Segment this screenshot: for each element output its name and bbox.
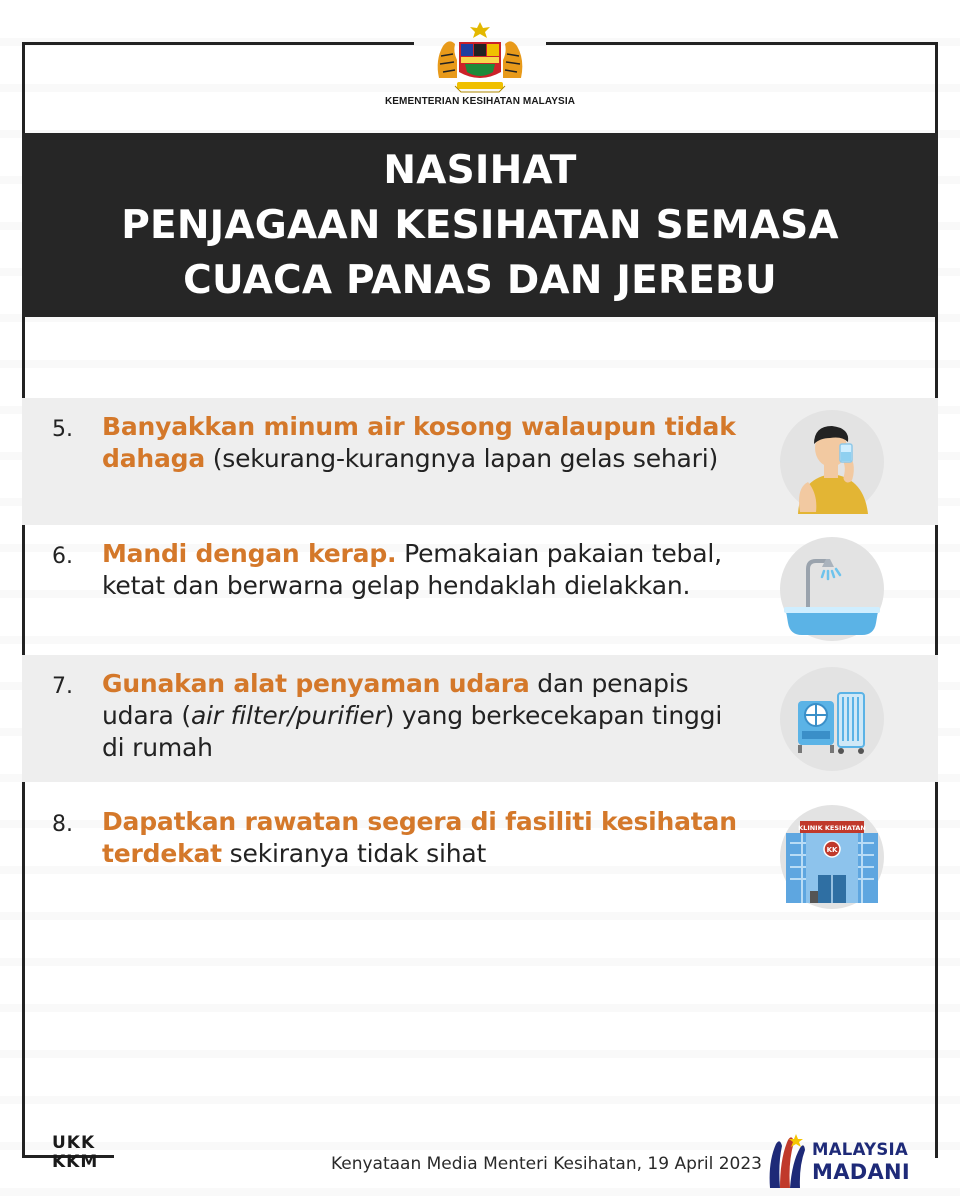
tip-text — [102, 538, 747, 602]
frame-top-left — [22, 42, 414, 45]
tip-text — [102, 668, 747, 764]
title-line-2: PENJAGAAN KESIHATAN SEMASA — [121, 202, 839, 248]
ministry-name: KEMENTERIAN KESIHATAN MALAYSIA — [384, 96, 576, 107]
drinking-water-icon — [778, 408, 886, 516]
coat-of-arms-logo — [425, 20, 535, 96]
brand-line-1: MALAYSIA — [812, 1140, 909, 1159]
tip-body-part-1: dan penapis udara ( — [102, 669, 689, 730]
tip-body: sekiranya tidak sihat — [221, 839, 487, 868]
tip-highlight: Dapatkan rawatan segera di fasiliti kesihatan terdekat — [102, 807, 737, 868]
tip-highlight: Mandi dengan kerap. — [102, 539, 397, 568]
title-banner — [22, 133, 938, 317]
tip-body-part-2: ) yang berkecekapan tinggi di rumah — [102, 701, 723, 762]
tip-number: 8. — [52, 812, 73, 837]
tip-body: (sekurang-kurangnya lapan gelas sehari) — [205, 444, 719, 473]
tip-item-8 — [22, 793, 938, 920]
logo-line-1: UKK — [52, 1133, 96, 1153]
tip-item-6 — [22, 525, 938, 652]
tip-text — [102, 411, 747, 475]
press-statement-source: Kenyataan Media Menteri Kesihatan, 19 April 2023 — [330, 1154, 762, 1174]
malaysia-madani-emblem — [766, 1132, 808, 1190]
frame-top-right — [546, 42, 938, 45]
title-line-1: NASIHAT — [383, 147, 577, 193]
brand-line-2: MADANI — [812, 1160, 911, 1184]
tip-number: 5. — [52, 417, 73, 442]
air-purifier-icon — [778, 665, 886, 773]
tip-number: 7. — [52, 674, 73, 699]
tip-highlight: Gunakan alat penyaman udara — [102, 669, 530, 698]
tip-number: 6. — [52, 544, 73, 569]
title-line-3: CUACA PANAS DAN JEREBU — [183, 257, 777, 303]
tip-body-italic: air filter/purifier — [190, 701, 385, 730]
tip-item-7 — [22, 655, 938, 782]
logo-line-2: KKM — [52, 1152, 99, 1172]
shower-icon — [778, 535, 886, 643]
tip-text — [102, 806, 747, 870]
clinic-sign: KLINIK KESIHATAN — [798, 824, 866, 832]
tip-item-5 — [22, 398, 938, 525]
tip-highlight: Banyakkan minum air kosong walaupun tidak dahaga — [102, 412, 736, 473]
tip-body: Pemakaian pakaian tebal, ketat dan berwarna gelap hendaklah dielakkan. — [102, 539, 722, 600]
clinic-badge: KK — [826, 846, 838, 854]
ukk-kkm-logo — [52, 1134, 104, 1172]
clinic-icon — [778, 803, 886, 911]
